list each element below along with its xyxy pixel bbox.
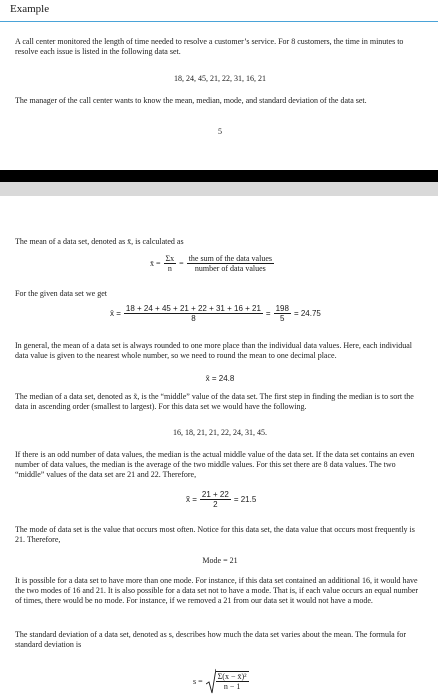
mean-formula-words-denominator: number of data values — [194, 264, 266, 273]
median-sorted-data: 16, 18, 21, 21, 22, 24, 31, 45. — [173, 428, 267, 437]
mean-rounded: x̄ = 24.8 — [205, 374, 235, 383]
median-calc-denominator: 2 — [213, 500, 218, 509]
median-calc-numerator: 21 + 22 — [201, 490, 229, 499]
mean-rounding-text: In general, the mean of a data set is always rounded to one more place than the individual data values. Here, each individual data value is given to the nearest whole number, so we need to round the mean to one decimal place. — [15, 341, 412, 360]
mean-calc-lhs: x̄ = — [110, 309, 121, 318]
sd-intro: The standard deviation of a data set, denoted as s, describes how much the data set varies about the mean. The formula for standard deviation is — [15, 630, 407, 649]
mean-calc-fraction2 — [274, 304, 291, 323]
sd-formula-lhs: s = — [193, 676, 203, 686]
sd-formula-numerator: Σ(x − x̄)² — [217, 672, 247, 681]
mean-calculation — [110, 304, 324, 323]
header-divider — [0, 21, 438, 22]
page-title: Example — [10, 3, 50, 15]
mean-given-text: For the given data set we get — [15, 289, 107, 298]
median-explain: If there is an odd number of data values, the median is the actual middle value of the data set. If the data set contains an even number of data values, the median is the average of the two middle values. For this set there are 8 data values. The two “middle” values of the data set are 21 and 22. Therefore, — [15, 450, 415, 479]
mean-calc-result: = 24.75 — [293, 309, 321, 318]
sd-formula-denominator: n − 1 — [223, 682, 241, 691]
mean-formula-numerator: Σx — [165, 254, 175, 263]
median-calc-fraction — [200, 490, 231, 509]
sd-formula-fraction — [216, 671, 249, 691]
mean-calc-denominator2: 5 — [280, 314, 285, 323]
mode-explain: It is possible for a data set to have more than one mode. For instance, if this data set contained an additional 16, it would have the two modes of 16 and 21. It is also possible for a data set not to have a mode. That is, if each value occurs an equal number of times, there would be no mode. For instance, if we removed a 21 from our data set it would not have a mode. — [15, 576, 419, 605]
mean-formula-words-numerator: the sum of the data values — [188, 254, 272, 263]
sd-formula — [193, 668, 252, 694]
mean-formula-words — [187, 254, 274, 273]
mean-formula — [150, 254, 277, 273]
mean-formula-fraction — [164, 254, 177, 273]
mean-formula-lhs: x̄ = — [150, 259, 161, 268]
page-break-shadow — [0, 182, 438, 196]
page-number: 5 — [218, 127, 222, 136]
mean-calc-numerator2: 198 — [275, 304, 289, 313]
mean-formula-denominator: n — [167, 264, 172, 273]
median-intro: The median of a data set, denoted as x̃, is the “middle” value of the data set. The first step in finding the median is to sort the data in ascending order (smallest to largest). For this data set we would have the following. — [15, 392, 414, 411]
mean-calc-fraction — [124, 304, 263, 323]
mean-calc-numerator: 18 + 24 + 45 + 21 + 22 + 31 + 16 + 21 — [125, 304, 261, 313]
mean-formula-equals: = — [179, 259, 184, 268]
mean-intro: The mean of a data set, denoted as x̄, is calculated as — [15, 237, 184, 246]
mode-intro: The mode of data set is the value that occurs most often. Notice for this data set, the data value that occurs most frequently is 21. Therefore, — [15, 525, 415, 544]
problem-question: The manager of the call center wants to know the mean, median, mode, and standard deviation of the data set. — [15, 96, 367, 105]
mean-calc-denominator: 8 — [191, 314, 196, 323]
data-set: 18, 24, 45, 21, 22, 31, 16, 21 — [174, 74, 266, 83]
problem-intro: A call center monitored the length of time needed to resolve a customer’s service. For 8 customers, the time in minutes to resolve each issue is listed in the following data set. — [15, 37, 404, 56]
mode-result: Mode = 21 — [202, 556, 238, 565]
mean-calc-equals: = — [265, 309, 271, 318]
page-break-band — [0, 170, 438, 182]
median-calc-result: = 21.5 — [233, 495, 257, 504]
square-root-icon — [206, 668, 216, 694]
median-calculation — [186, 490, 259, 509]
median-calc-lhs: x̃ = — [186, 495, 197, 504]
